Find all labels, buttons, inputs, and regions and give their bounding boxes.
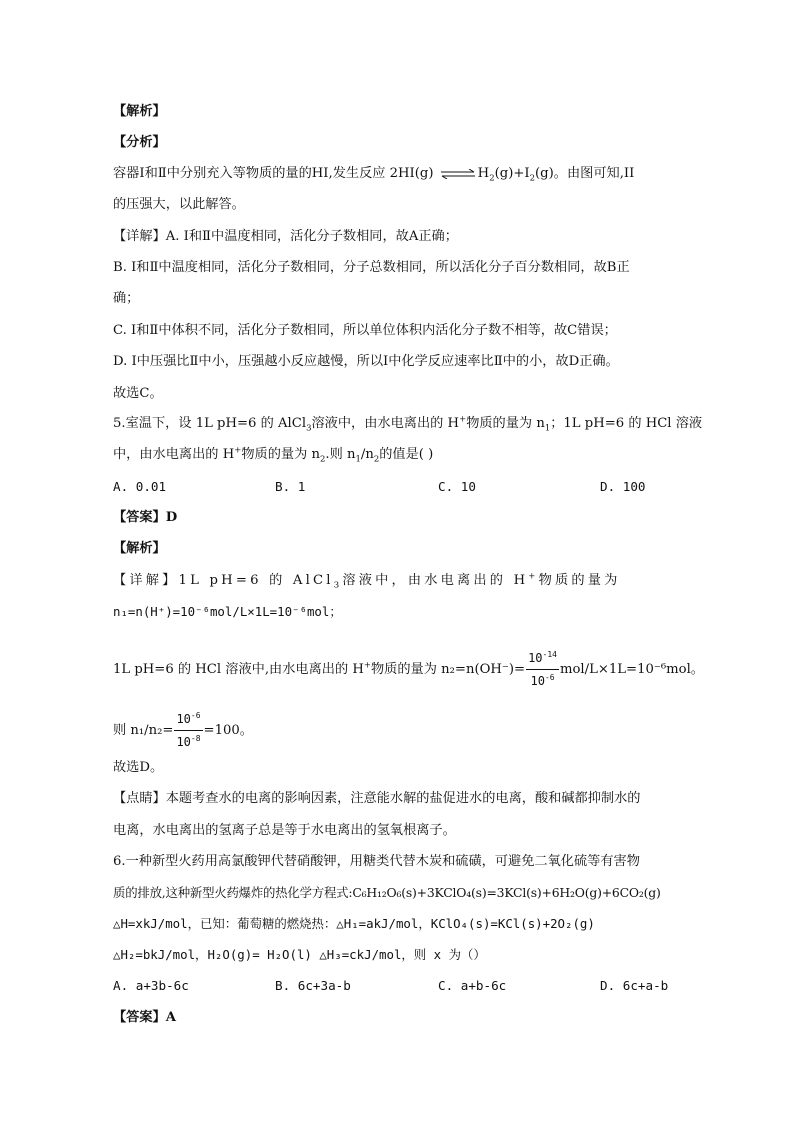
q5-explain-line4 <box>113 710 253 751</box>
q5-option-d: D. 100 <box>600 479 646 494</box>
text-span: ；1L pH=6 的 HCl 溶液 <box>550 416 703 431</box>
q6-option-c: C. a+b-6c <box>438 978 507 993</box>
fraction-denominator-exponent: -6 <box>544 673 555 682</box>
text-span: 容器Ⅰ和Ⅱ中分别充入等物质的量的HI,发生反应 2HI(g) <box>113 166 438 181</box>
text-span: 【详解】1L pH=6 的 AlCl <box>113 573 334 588</box>
q6-option-d: D. 6c+a-b <box>600 978 669 993</box>
text-span: 物质的量为 n <box>241 447 320 462</box>
q5-note-line1: 【点睛】本题考查水的电离的影响因素，注意能水解的盐促进水的电离，酸和碱都抑制水的 <box>113 791 641 806</box>
fraction-numerator: 10 <box>528 651 543 665</box>
choose-line: 故选C。 <box>113 386 163 401</box>
text-span: 的值是( ) <box>379 447 434 462</box>
text-span: 物质的量为 n₂=n(OH⁻)= <box>371 662 526 677</box>
q5-explain-line1: 【详解】1L pH=6 的 AlCl$_3$溶液中，由水电离出的 H+物质的量为 <box>113 571 621 591</box>
text-span: 溶液中，由水电离出的 H <box>342 573 529 588</box>
analysis-paragraph-line2: 的压强大，以此解答。 <box>113 197 245 212</box>
q5-option-c: C. 10 <box>438 479 476 494</box>
text-span: =100。 <box>203 723 253 738</box>
q5-explain-line3: 1L pH=6 的 HCl 溶液中,由水电离出的 H+物质的量为 n₂=n(OH⁻)= $\frac{10^{-14}}{10^{-6}}$ mol/L×1L=10⁻⁶mol。 <box>113 650 704 688</box>
fraction-numerator-exponent: -6 <box>190 711 201 720</box>
text-span: 物质的量为 n <box>466 416 545 431</box>
q6-stem-line2: 质的排放,这种新型火药爆炸的热化学方程式:C₆H₁₂O₆(s)+3KClO₄(s)=3KCl(s)+6H₂O(g)+6CO₂(g) <box>113 885 661 900</box>
q5-explain-line2: n₁=n(H⁺)=10⁻⁶mol/L×1L=10⁻⁶mol； <box>113 604 342 619</box>
text-span: H <box>477 166 490 181</box>
text-span: (g)+I <box>494 166 530 181</box>
q6-stem-line1: 6.一种新型火药用高氯酸钾代替硝酸钾，用糖类代替木炭和硫磺，可避免二氧化硫等有害物 <box>113 854 640 869</box>
q6-stem-line3: △H=xkJ/mol，已知：葡萄糖的燃烧热：△H₁=akJ/mol，KClO₄(s)=KCl(s)+2O₂(g) <box>113 916 595 931</box>
text-span: .则 n <box>325 447 356 462</box>
text-span: 物质的量为 <box>538 573 621 588</box>
q5-jiexi-heading: 【解析】 <box>113 541 166 556</box>
detail-line-a: 【详解】A. Ⅰ和Ⅱ中温度相同，活化分子数相同，故A正确； <box>113 229 458 244</box>
detail-line-b-cont: 确； <box>113 291 140 306</box>
q5-note-line2: 电离，水电离出的氢离子总是等于水电离出的氢氧根离子。 <box>113 823 456 838</box>
text-span: 则 n₁/n₂= <box>113 723 174 738</box>
q6-option-b: B. 6c+3a-b <box>275 978 351 993</box>
q5-stem-line2: 中，由水电离出的 H+物质的量为 $n_2$.则 $n_1/n_2$的值是( ) <box>113 445 434 465</box>
detail-line-c: C. Ⅰ和Ⅱ中体积不同，活化分子数相同，所以单位体积内活化分子数不相等，故C错误； <box>113 323 617 338</box>
fraction-ratio <box>174 710 202 751</box>
fraction-numerator-exponent: -14 <box>542 650 557 659</box>
analysis-paragraph-line1: 容器Ⅰ和Ⅱ中分别充入等物质的量的HI,发生反应 2HI(g) $H_2(g)+I_2(g)$。由图可知,II <box>113 166 635 184</box>
equilibrium-arrow-icon <box>440 169 476 179</box>
q5-stem-line1: 5.室温下，设 1L pH=6 的 AlCl$_3$溶液中，由水电离出的 H+物质的量为 $n_1$；1L pH=6 的 HCl 溶液 <box>113 414 703 434</box>
text-span: /n <box>360 447 374 462</box>
text-span: 溶液中，由水电离出的 H <box>311 416 460 431</box>
detail-line-d: D. Ⅰ中压强比Ⅱ中小，压强越小反应越慢，所以Ⅰ中化学反应速率比Ⅱ中的小，故D正确。 <box>113 354 619 369</box>
section-heading-jiexi: 【解析】 <box>113 104 166 119</box>
q6-option-a: A. a+3b-6c <box>113 978 189 993</box>
fraction-denominator-exponent: -8 <box>190 734 201 743</box>
text-span: 中，由水电离出的 H <box>113 447 235 462</box>
fraction-denominator: 10 <box>176 735 191 749</box>
q5-answer: 【答案】D <box>113 510 178 525</box>
section-heading-fenxi: 【分析】 <box>113 135 166 150</box>
q5-option-a: A. 0.01 <box>113 479 167 494</box>
q5-option-b: B. 1 <box>275 479 306 494</box>
detail-line-b: B. Ⅰ和Ⅱ中温度相同，活化分子数相同，分子总数相同，所以活化分子百分数相同，故B正 <box>113 260 630 275</box>
q5-choose-line: 故选D。 <box>113 760 164 775</box>
q6-answer: 【答案】A <box>113 1010 176 1025</box>
text-span: 1L pH=6 的 HCl 溶液中,由水电离出的 H <box>113 662 364 677</box>
fraction-denominator: 10 <box>530 674 545 688</box>
text-span: (g)。由图可知,II <box>535 166 635 181</box>
fraction-numerator: 10 <box>176 712 191 726</box>
text-span: 5.室温下，设 1L pH=6 的 AlCl <box>113 416 307 431</box>
q6-stem-line4: △H₂=bkJ/mol，H₂O(g)= H₂O(l) △H₃=ckJ/mol，则 x 为（） <box>113 947 486 962</box>
fraction-oh <box>526 649 559 690</box>
text-span: mol/L×1L=10⁻⁶mol。 <box>559 662 704 677</box>
